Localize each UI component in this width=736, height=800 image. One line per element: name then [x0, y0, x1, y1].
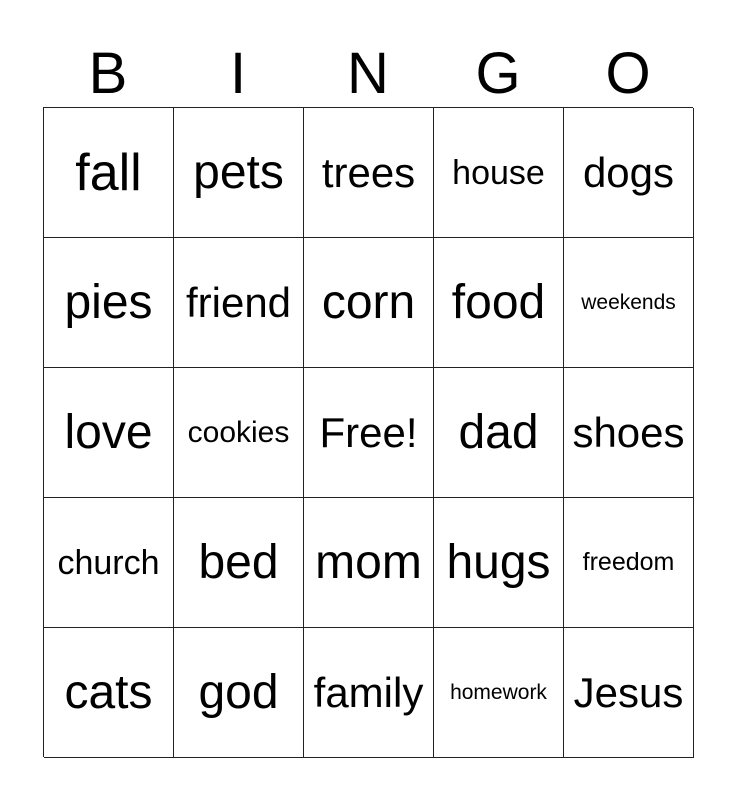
bingo-cell[interactable]: fall	[44, 108, 174, 238]
bingo-cell[interactable]: family	[304, 628, 434, 758]
bingo-cell[interactable]: shoes	[564, 368, 694, 498]
bingo-cell[interactable]: food	[434, 238, 564, 368]
header-letter-n: N	[347, 41, 389, 106]
header-letter-b: B	[88, 41, 128, 106]
bingo-cell[interactable]: cookies	[174, 368, 304, 498]
bingo-cell[interactable]: church	[44, 498, 174, 628]
bingo-cell[interactable]: pies	[44, 238, 174, 368]
bingo-cell[interactable]: dad	[434, 368, 564, 498]
bingo-header	[43, 40, 693, 108]
free-space-cell[interactable]: Free!	[304, 368, 434, 498]
bingo-cell[interactable]: dogs	[564, 108, 694, 238]
bingo-cell[interactable]: cats	[44, 628, 174, 758]
bingo-cell[interactable]: trees	[304, 108, 434, 238]
header-letter-i: I	[229, 41, 247, 106]
bingo-cell[interactable]: freedom	[564, 498, 694, 628]
bingo-cell[interactable]: friend	[174, 238, 304, 368]
bingo-cell[interactable]: mom	[304, 498, 434, 628]
bingo-cell[interactable]: corn	[304, 238, 434, 368]
header-letter-o: O	[605, 41, 651, 106]
bingo-cell[interactable]: pets	[174, 108, 304, 238]
bingo-cell[interactable]: Jesus	[564, 628, 694, 758]
bingo-cell[interactable]: god	[174, 628, 304, 758]
bingo-cell[interactable]: weekends	[564, 238, 694, 368]
bingo-cell[interactable]: love	[44, 368, 174, 498]
bingo-cell[interactable]: hugs	[434, 498, 564, 628]
header-letter-g: G	[475, 41, 521, 106]
bingo-cell[interactable]: house	[434, 108, 564, 238]
bingo-cell[interactable]: bed	[174, 498, 304, 628]
bingo-cell[interactable]: homework	[434, 628, 564, 758]
bingo-board	[43, 107, 693, 757]
